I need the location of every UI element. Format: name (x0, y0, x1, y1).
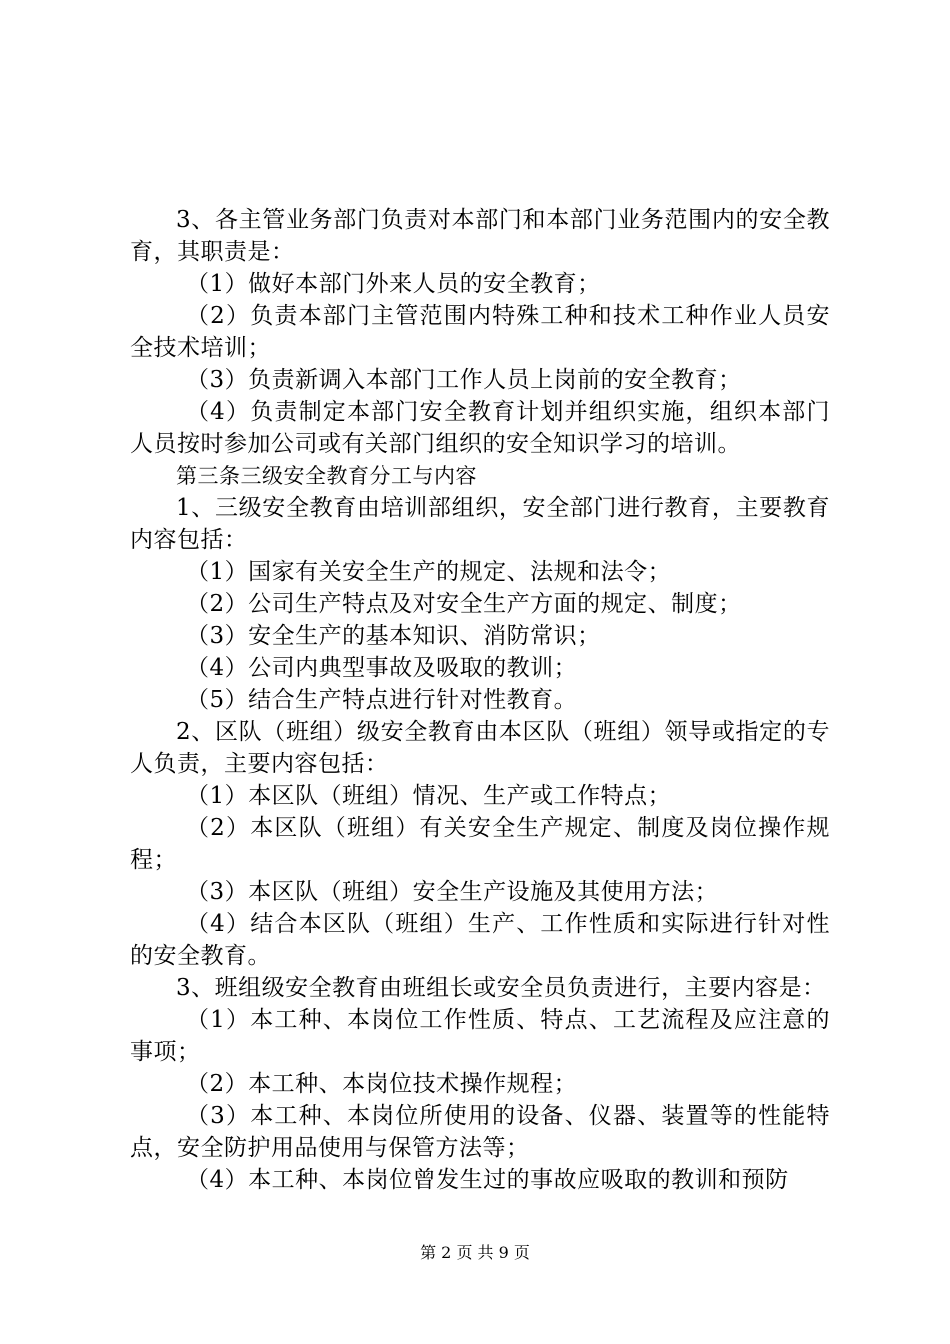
paragraph: 3、班组级安全教育由班组长或安全员负责进行，主要内容是： (176, 975, 826, 1001)
paragraph: （1）做好本部门外来人员的安全教育； (186, 271, 601, 297)
paragraph: （3）本工种、本岗位所使用的设备、仪器、装置等的性能特点，安全防护用品使用与保管方法等； (130, 1103, 830, 1161)
paragraph: （2）负责本部门主管范围内特殊工种和技术工种作业人员安全技术培训； (130, 303, 830, 361)
paragraph: （5）结合生产特点进行针对性教育。 (186, 687, 578, 713)
paragraph: （4）公司内典型事故及吸取的教训； (186, 655, 578, 681)
paragraph: （2）公司生产特点及对安全生产方面的规定、制度； (186, 591, 742, 617)
paragraph: （4）负责制定本部门安全教育计划并组织实施，组织本部门人员按时参加公司或有关部门组织的安全知识学习的培训。 (130, 399, 830, 457)
paragraph: （4）本工种、本岗位曾发生过的事故应吸取的教训和预防 (186, 1167, 789, 1193)
page-footer: 第 2 页 共 9 页 (420, 1243, 530, 1262)
paragraph: 2、区队（班组）级安全教育由本区队（班组）领导或指定的专人负责，主要内容包括： (130, 719, 830, 777)
paragraph: （2）本区队（班组）有关安全生产规定、制度及岗位操作规程； (130, 815, 830, 873)
document-body (130, 204, 830, 1196)
paragraph: （1）本工种、本岗位工作性质、特点、工艺流程及应注意的事项； (130, 1007, 830, 1065)
paragraph: 3、各主管业务部门负责对本部门和本部门业务范围内的安全教育，其职责是： (130, 207, 830, 265)
paragraph: （1）本区队（班组）情况、生产或工作特点； (186, 783, 672, 809)
paragraph: （3）安全生产的基本知识、消防常识； (186, 623, 601, 649)
paragraph: （3）本区队（班组）安全生产设施及其使用方法； (186, 879, 719, 905)
paragraph: 1、三级安全教育由培训部组织，安全部门进行教育，主要教育内容包括： (130, 495, 830, 553)
section-heading: 第三条三级安全教育分工与内容 (176, 464, 477, 488)
paragraph: （2）本工种、本岗位技术操作规程； (186, 1071, 578, 1097)
paragraph: （1）国家有关安全生产的规定、法规和法令； (186, 559, 672, 585)
paragraph: （3）负责新调入本部门工作人员上岗前的安全教育； (186, 367, 742, 393)
paragraph: （4）结合本区队（班组）生产、工作性质和实际进行针对性的安全教育。 (130, 911, 830, 969)
